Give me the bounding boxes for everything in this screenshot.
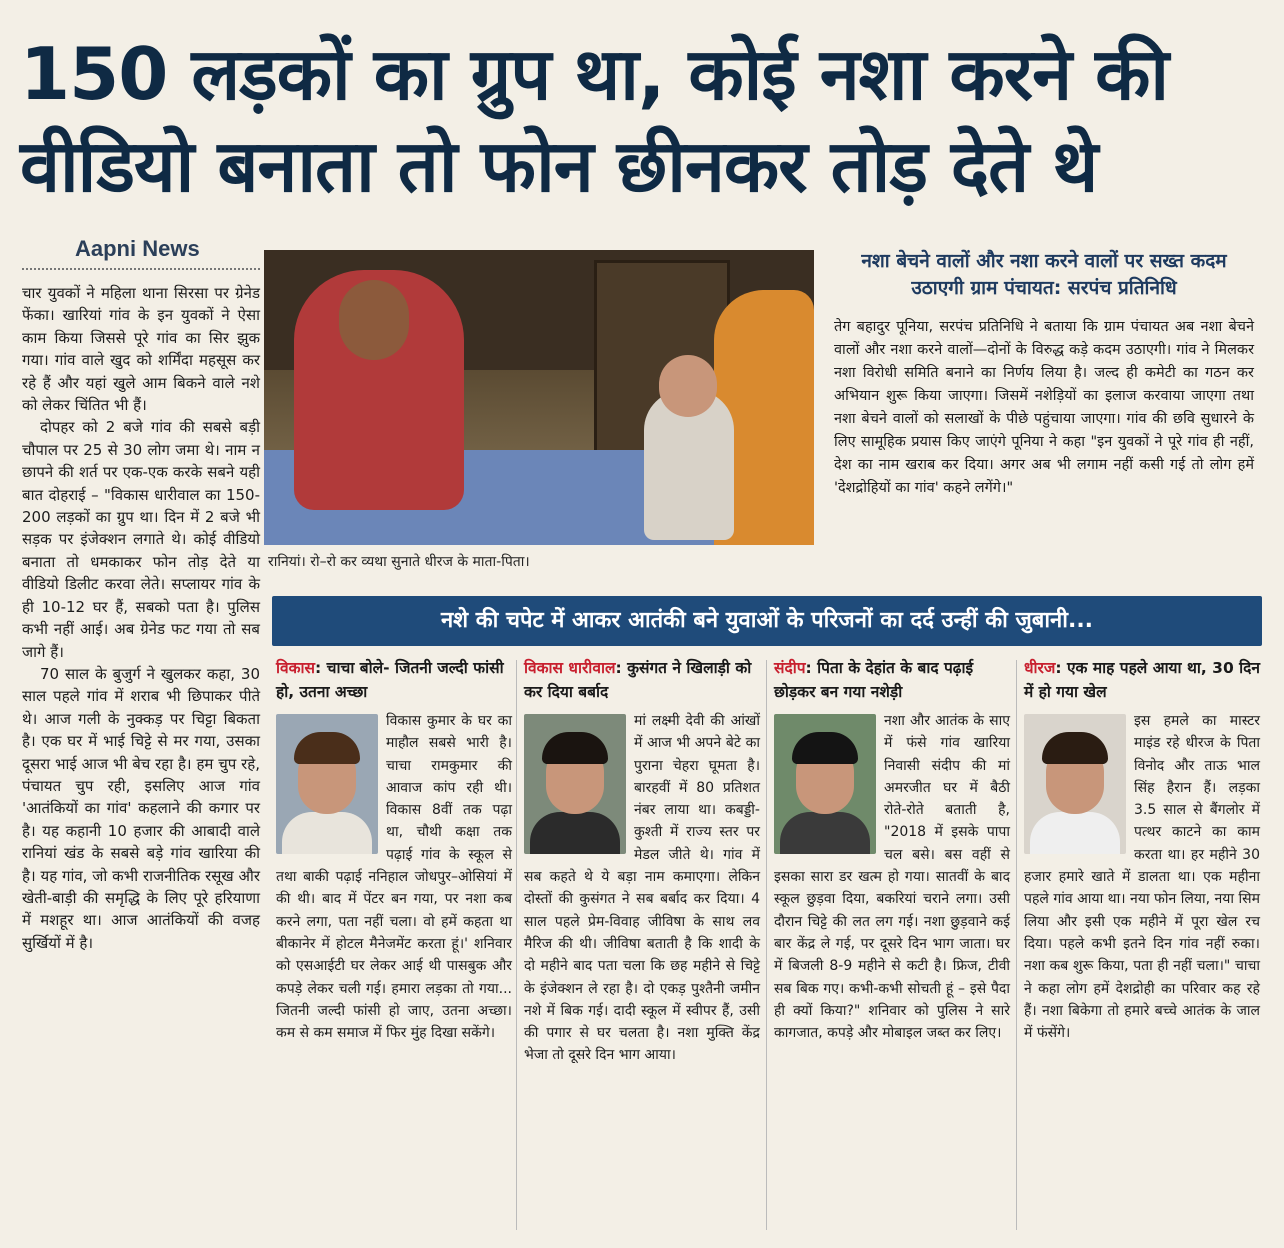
- story-vikas-dhariwal: [524, 656, 760, 1067]
- portrait-photo: [524, 714, 626, 854]
- story-text: इस हमले का मास्टर माइंड रहे धीरज के पिता विनोद और ताऊ भाल सिंह हैरान हैं। लड़का 3.5 साल से बैंगलोर में पत्थर काटने का काम करता था। हर महीने 30 हजार हमारे खाते में डालता था। एक महीना पहले गांव आया था। नया फोन लिया, नया सिम लिया और इसी एक महीने में पूरा खेल रच दिया। पहले कभी इतने दिन गांव नहीं रुका। नशा कब शुरू किया, पता ही नहीं चला।" चाचा ने कहा लोग हमें देशद्रोही का परिवार कह रहे हैं। नशा बिकेगा तो हमारे बच्चे आतंक के जाल में फंसेंगे।: [1024, 713, 1260, 1042]
- main-photo-caption: रानियां। रो–रो कर व्यथा सुनाते धीरज के माता-पिता।: [268, 554, 530, 570]
- story-dheeraj: [1024, 656, 1260, 1044]
- story-name: विकास धारीवाल: [524, 659, 616, 677]
- portrait-photo: [774, 714, 876, 854]
- story-sandeep: [774, 656, 1010, 1044]
- story-vikas: [276, 656, 512, 1044]
- story-body: [524, 710, 760, 1067]
- left-paragraph: चार युवकों ने महिला थाना सिरसा पर ग्रेनेड फेंका। खारियां गांव के इन युवकों ने ऐसा काम किया जिससे पूरे गांव का सिर झुक गया। गांव वाले खुद को शर्मिंदा महसूस कर रहे हैं और यहां खुले आम बिकने वाले नशे को लेकर चिंतित भी हैं।: [22, 284, 260, 415]
- story-text: विकास कुमार के घर का माहौल सबसे भारी है। चाचा रामकुमार की आवाज कांप रही थी। विकास 8वीं तक पढ़ा था, चौथी कक्षा तक पढ़ाई गांव के स्कूल से तथा बाकी पढ़ाई ननिहाल जोधपुर–ओसियां में की थी। बाद में पेंटर बन गया, पर नशा कब करने लगा, पता नहीं चला। वो हमें कहता था बीकानेर में होटल मैनेजमेंट करता हूं।' शनिवार को एसआईटी घर लेकर आई थी पासबुक और कपड़े लेकर चली गई। हमारा लड़का तो गया... जितनी जल्दी फांसी हो जाए, उतना अच्छा। कम से कम समाज में फिर मुंह दिखा सकेंगे।: [276, 713, 512, 1042]
- main-photo: [264, 250, 814, 545]
- story-name: धीरज: [1024, 659, 1056, 677]
- story-name: विकास: [276, 659, 316, 677]
- portrait-hair: [542, 732, 608, 764]
- photo-man-head: [339, 280, 409, 360]
- portrait-hair: [1042, 732, 1108, 764]
- column-divider: [766, 660, 767, 1230]
- story-body: [1024, 710, 1260, 1044]
- portrait-hair: [792, 732, 858, 764]
- brand-label: Aapni News: [75, 236, 200, 261]
- portrait-body: [780, 812, 870, 854]
- story-title: [774, 656, 1010, 704]
- story-title: [276, 656, 512, 704]
- portrait-body: [1030, 812, 1120, 854]
- portrait-photo: [1024, 714, 1126, 854]
- headline-line-1: 150 लड़कों का ग्रुप था, कोई नशा करने की: [20, 32, 1169, 116]
- story-name: संदीप: [774, 659, 806, 677]
- portrait-photo: [276, 714, 378, 854]
- left-column-article: [22, 282, 260, 954]
- left-paragraph: 70 साल के बुजुर्ग ने खुलकर कहा, 30 साल पहले गांव में शराब भी छिपाकर पीते थे। आज गली के नुक्कड़ पर चिट्टा बिकता है। एक घर में भाई चिट्टे से मर गया, उसका दूसरा भाई आज भी बेच रहा है। हम चुप रहे, पंचायत चुप रही, इसलिए आज गांव 'आतंकियों का गांव' कहलाने की कगार पर है। यह कहानी 10 हजार की आबादी वाले रानियां खंड के सबसे बड़े गांव खारिया की है। यह गांव, जो कभी राजनीतिक रसूख और खेती-बाड़ी की समृद्धि के लिए पूरे हरियाणा में मशहूर था। आज आतंकियों की वजह सुर्खियों में है।: [22, 664, 260, 952]
- story-text: नशा और आतंक के साए में फंसे गांव खारिया निवासी संदीप की मां अमरजीत घर में बैठी रोते-रोते बताती है, "2018 में इसके पापा चल बसे। बस वहीं से इसका सारा डर खत्म हो गया। सातवीं के बाद स्कूल छुड़वा दिया, बकरियां चराने लगा। उसी दौरान चिट्टे की लत लग गई। नशा छुड़वाने कई बार केंद्र ले गई, पर दूसरे दिन भाग जाता। घर में बिजली 8-9 महीने से कटी है। फ्रिज, टीवी सब बिक गए। कभी-कभी सोचती हूं – इसे पैदा ही क्यों किया?" शनिवार को पुलिस ने सारे कागजात, कपड़े और मोबाइल जब्त कर लिए।: [774, 713, 1010, 1042]
- dotted-divider: [22, 268, 260, 270]
- column-divider: [516, 660, 517, 1230]
- section-banner: नशे की चपेट में आकर आतंकी बने युवाओं के परिजनों का दर्द उन्हीं की जुबानी...: [272, 596, 1262, 646]
- story-title: [1024, 656, 1260, 704]
- story-headline: : पिता के देहांत के बाद पढ़ाई छोड़कर बन गया नशेड़ी: [774, 659, 974, 701]
- side-story-title: नशा बेचने वालों और नशा करने वालों पर सख्त कदम उठाएगी ग्राम पंचायत: सरपंच प्रतिनिधि: [861, 250, 1227, 299]
- story-text: मां लक्ष्मी देवी की आंखों में आज भी अपने बेटे का पुराना चेहरा घूमता है। बारहवीं में 80 प्रतिशत नंबर लाया था। कबड्डी-कुश्ती में राज्य स्तर पर मेडल जीते थे। गांव में सब कहते थे ये बड़ा नाम कमाएगा। लेकिन दोस्तों की कुसंगत ने सब बर्बाद कर दिया। 4 साल पहले प्रेम-विवाह जीविषा के साथ लव मैरिज की थी। जीविषा बताती है कि शादी के दो महीने बाद पता चला कि छह महीने से चिट्टे के इंजेक्शन ले रहा है। दो एकड़ पुश्तैनी जमीन नशे में बिक गई। दादी स्कूल में स्वीपर हैं, उसी की पगार से घर चलता है। नशा मुक्ति केंद्र भेजा तो दूसरे दिन भाग आया।: [524, 713, 760, 1064]
- story-headline: : कुसंगत ने खिलाड़ी को कर दिया बर्बाद: [524, 659, 752, 701]
- story-body: [276, 710, 512, 1044]
- story-headline: : चाचा बोले- जितनी जल्दी फांसी हो, उतना अच्छा: [276, 659, 504, 701]
- portrait-body: [530, 812, 620, 854]
- story-title: [524, 656, 760, 704]
- side-story-text: तेग बहादुर पूनिया, सरपंच प्रतिनिधि ने बताया कि ग्राम पंचायत अब नशा बेचने वालों और नशा करने वालों—दोनों के विरुद्ध कड़े कदम उठाएगी। गांव ने मिलकर नशा विरोधी समिति बनाने का निर्णय लिया है। जल्द ही कमेटी का गठन कर अभियान शुरू किया जाएगा। जिसमें नशेड़ियों का इलाज करवाया जाएगा तथा नशा बेचने वालों को सलाखों के पीछे पहुंचाया जाएगा। गांव की छवि सुधारने के लिए सामूहिक प्रयास किए जाएंगे पूनिया ने कहा "इन युवकों ने पूरे गांव ही नहीं, देश का नाम खराब कर दिया। अगर अब भी लगाम नहीं कसी गई तो लोग हमें 'देशद्रोहियों का गांव' कहने लगेंगे।": [834, 319, 1254, 496]
- story-headline: : एक माह पहले आया था, 30 दिन में हो गया खेल: [1024, 659, 1260, 701]
- portrait-hair: [294, 732, 360, 764]
- headline: [20, 28, 1270, 212]
- left-paragraph: दोपहर को 2 बजे गांव की सबसे बड़ी चौपाल पर 25 से 30 लोग जमा थे। नाम न छापने की शर्त पर एक-एक करके सबने यही बात दोहराई – "विकास धारीवाल का 150-200 लड़कों का ग्रुप था। दिन में 2 बजे भी सड़क पर इंजेक्शन लगाते थे। कोई वीडियो बनाता तो धमकाकर फोन तोड़ देते या वीडियो डिलीट करवा लेते। सप्लायर गांव के ही 10-12 घर हैं, सबको पता है। पुलिस कभी नहीं आई। अब ग्रेनेड फट गया तो सब जागे हैं।: [22, 418, 260, 661]
- column-divider: [1016, 660, 1017, 1230]
- story-body: [774, 710, 1010, 1044]
- photo-child-head: [659, 355, 717, 417]
- headline-line-2: वीडियो बनाता तो फोन छीनकर तोड़ देते थे: [20, 124, 1098, 208]
- portrait-body: [282, 812, 372, 854]
